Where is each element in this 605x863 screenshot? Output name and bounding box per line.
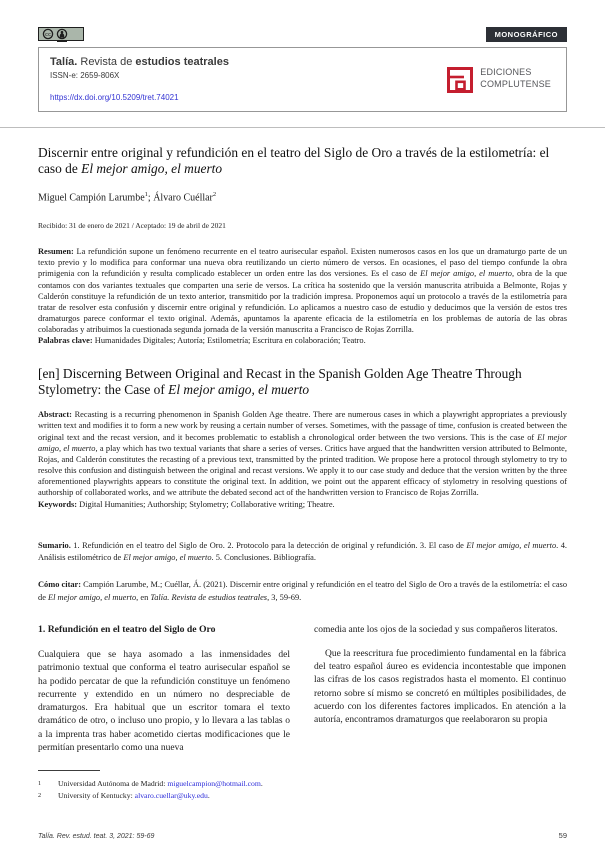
text-run: , en	[136, 593, 151, 603]
article-title	[38, 145, 567, 178]
authors-separator: ;	[147, 192, 154, 204]
abstract-label: Abstract:	[38, 410, 72, 420]
page-number: 59	[558, 831, 567, 840]
journal-title-bold1: Talía.	[50, 56, 78, 68]
english-title-italic: El mejor amigo, el muerto	[168, 381, 310, 397]
work-title-italic: El mejor amigo, el muerto	[123, 552, 212, 562]
journal-header-box	[38, 47, 567, 112]
email-link-author-2[interactable]: alvaro.cuellar@uky.edu	[134, 791, 208, 801]
top-row	[38, 27, 567, 42]
text-run: Digital Humanities; Authorship; Stylometry; Collaborative writing; Theatre.	[77, 499, 335, 509]
como-citar-block	[38, 578, 567, 604]
text-run: La refundición supone un fenómeno recurrente en el teatro aurisecular español. Existen numerosos casos en los que un dramaturgo parte de un texto previo y lo modifica para conformar una nueva obra reutilizando un cierto número de versos. En ocasiones, el paso del tiempo confunde la obra primigenia con la refundición y resulta complicado establecer un orden entre las dos versiones. Es el caso de	[38, 247, 567, 279]
cc-license-icon[interactable]	[38, 27, 84, 42]
body-paragraph-left: Cualquiera que se haya asomado a las inmensidades del patrimonio textual que conforma el teatro aurisecular español se ha podido percatar de que la refundición constituye un fenómeno recurrente y extendido en un número no despreciable de dramaturgos. Era habitual que un escritor tomara el texto dramático de otro, o incluso uno propio, y lo llevara a las tablas o a la imprenta tras haber acometido ciertas modificaciones que le permitían presentarlo como una nueva	[38, 649, 290, 754]
page-footer	[38, 831, 567, 840]
article-title-italic: El mejor amigo, el muerto	[81, 161, 223, 177]
english-title-plain: [en] Discerning Between Original and Recast in the Spanish Golden Age Theatre Through Stylometry: the Case of	[38, 365, 522, 397]
journal-info	[50, 56, 229, 103]
doi-link[interactable]: https://dx.doi.org/10.5209/tret.74021	[50, 93, 179, 102]
publisher-name	[480, 67, 551, 90]
text-run: Humanidades Digitales; Autoría; Estilometría; Escritura en colaboración; Teatro.	[92, 336, 366, 346]
author-2-affiliation-mark: 2	[212, 190, 217, 198]
two-column-body	[38, 624, 567, 802]
abstract-paragraph	[38, 409, 567, 498]
palabras-clave-line	[38, 335, 567, 346]
footnote-2-text	[58, 790, 210, 802]
authors-line	[38, 191, 567, 203]
journal-title	[50, 56, 229, 68]
keywords-line	[38, 499, 567, 510]
author-2: Álvaro Cuéllar	[153, 192, 213, 204]
body-paragraph-right: Que la reescritura fue procedimiento fundamental en la fábrica del teatro español áureo es evidencia incontestable que imponen las cifras de los casos registrados hasta el momento. El continuo retorno sobre sí mismo se concretó en múltiples posibilidades, de acuerdo con los diferentes factores implicados. En atención a la autoría, encontramos dramaturgos que reelaboraron su propia	[314, 648, 566, 726]
footnotes-block	[38, 770, 290, 802]
english-title	[38, 366, 567, 399]
text-run: Recasting is a recurring phenomenon in Spanish Golden Age theatre. There are numerous cases in which a playwright appropriates a previously written text and modifies it to form a new work by reusing a certain number of verses. Sometimes, with the passage of time, confusion is created between the original text and the recast version, and it becomes problematic to establish a chronological order between the two versions. This is the case of	[38, 410, 567, 442]
work-title-italic: El mejor amigo, el muerto	[48, 593, 137, 603]
article-title-plain: Discernir entre original y refundición en el teatro del Siglo de Oro a través de la estilometría: el caso de	[38, 145, 550, 177]
publisher-logo	[447, 67, 551, 103]
text-run: , a play which has two textual variants that share a series of verses. Critics have argued that the handwritten version attributed to Belmonte, Rojas, and Calderón constitutes the recasting of a previous text, transmitted by the printed tradition. We propose here a protocol through stylometry to try to resolve this confusion and distinguish between the original and recast versions. We apply it to our case study and deduce that the version written by the three aforementioned playwrights appears to constitute the original text. In addition, we point out the apparent efficacy of stylometry in resolving questions of authorship of collaborated works, and we attribute the debated second act of the handwritten version to Francisco de Rojas Zorrilla.	[38, 443, 567, 498]
work-title-italic: El mejor amigo, el muerto	[420, 269, 512, 279]
footnote-divider	[38, 770, 100, 771]
text-run: 1. Refundición en el teatro del Siglo de Oro. 2. Protocolo para la detección de original y refundición. 3. El caso de	[70, 540, 467, 550]
text-run: .	[207, 791, 210, 801]
section-1-heading: 1. Refundición en el teatro del Siglo de Oro	[38, 624, 216, 636]
text-run: , 3, 59-69.	[267, 593, 302, 603]
footnote-1-number: 1	[38, 780, 42, 788]
body-paragraph-continuation: comedia ante los ojos de la sociedad y sus compañeros literatos.	[314, 625, 558, 636]
left-column	[38, 624, 290, 802]
journal-issn: ISSN-e: 2659-806X	[50, 71, 120, 80]
work-title-italic: El mejor amigo, el muerto	[38, 432, 568, 453]
work-title-italic: El mejor amigo, el muerto	[466, 540, 557, 550]
footnote-2-number: 2	[38, 792, 42, 800]
text-run: Campión Larumbe, M.; Cuéllar, Á. (2021). Discernir entre original y refundición en el teatro del Siglo de Oro a través de la estilometría: el caso de	[38, 580, 568, 603]
text-run: . 4. Análisis estilométrico de	[38, 540, 568, 562]
author-1-affiliation-mark: 1	[144, 190, 148, 198]
journal-title-italic: Talía. Revista de estudios teatrales	[150, 593, 268, 603]
keywords-label: Keywords:	[38, 499, 78, 509]
footnote-1-text	[58, 778, 263, 790]
header-divider	[0, 127, 605, 128]
palabras-clave-label: Palabras clave:	[38, 336, 93, 346]
text-run: .	[260, 779, 263, 789]
monografico-badge: MONOGRÁFICO	[486, 27, 567, 42]
received-accepted-line: Recibido: 31 de enero de 2021 / Aceptado: 19 de abril de 2021	[38, 221, 226, 231]
email-link-author-1[interactable]: miguelcampion@hotmail.com	[167, 779, 261, 789]
resumen-paragraph	[38, 246, 567, 335]
sumario-label: Sumario.	[38, 540, 71, 550]
journal-title-regular: Revista de	[77, 56, 136, 68]
footnote-1	[38, 778, 290, 790]
como-citar-label: Cómo citar:	[38, 580, 82, 590]
ediciones-complutense-icon	[447, 67, 473, 93]
author-1: Miguel Campión Larumbe	[38, 192, 145, 204]
sumario-block	[38, 540, 567, 564]
text-run: , obra de la que contamos con dos variantes textuales que comparten una serie de versos. La crítica ha sostenido que la versión manuscrita atribuida a Belmonte, Rojas y Calderón constituye la refundición de un texto anterior, transmitido por la tradición impresa. Proponemos aquí un protocolo a través de la estilometría para tratar de resolver esta confusión y discernir entre original y refundición. Lo aplicamos a nuestro caso de estudio y deducimos que la versión de estos tres dramaturgos parece conformar el texto original. Además, apuntamos la aparente eficacia de la estilometría en los problemas de autoría de las obras colaboradas y atribuimos la cuestionada segunda jornada de la versión manuscrita a Francisco de Rojas Zorrilla.	[38, 269, 567, 335]
text-run: . 5. Conclusiones. Bibliografía.	[211, 552, 316, 562]
journal-reference: Talía. Rev. estud. teat. 3, 2021: 59-69	[38, 833, 155, 840]
publisher-line-1: EDICIONES	[480, 67, 532, 77]
resumen-label: Resumen:	[38, 247, 74, 257]
text-run: Universidad Autónoma de Madrid:	[58, 779, 168, 789]
text-run: University of Kentucky:	[58, 791, 135, 801]
publisher-line-2: COMPLUTENSE	[480, 78, 551, 89]
journal-title-bold2: estudios teatrales	[135, 56, 229, 68]
right-column	[314, 624, 566, 802]
svg-text:cc: cc	[44, 32, 52, 38]
footnote-2	[38, 790, 290, 802]
